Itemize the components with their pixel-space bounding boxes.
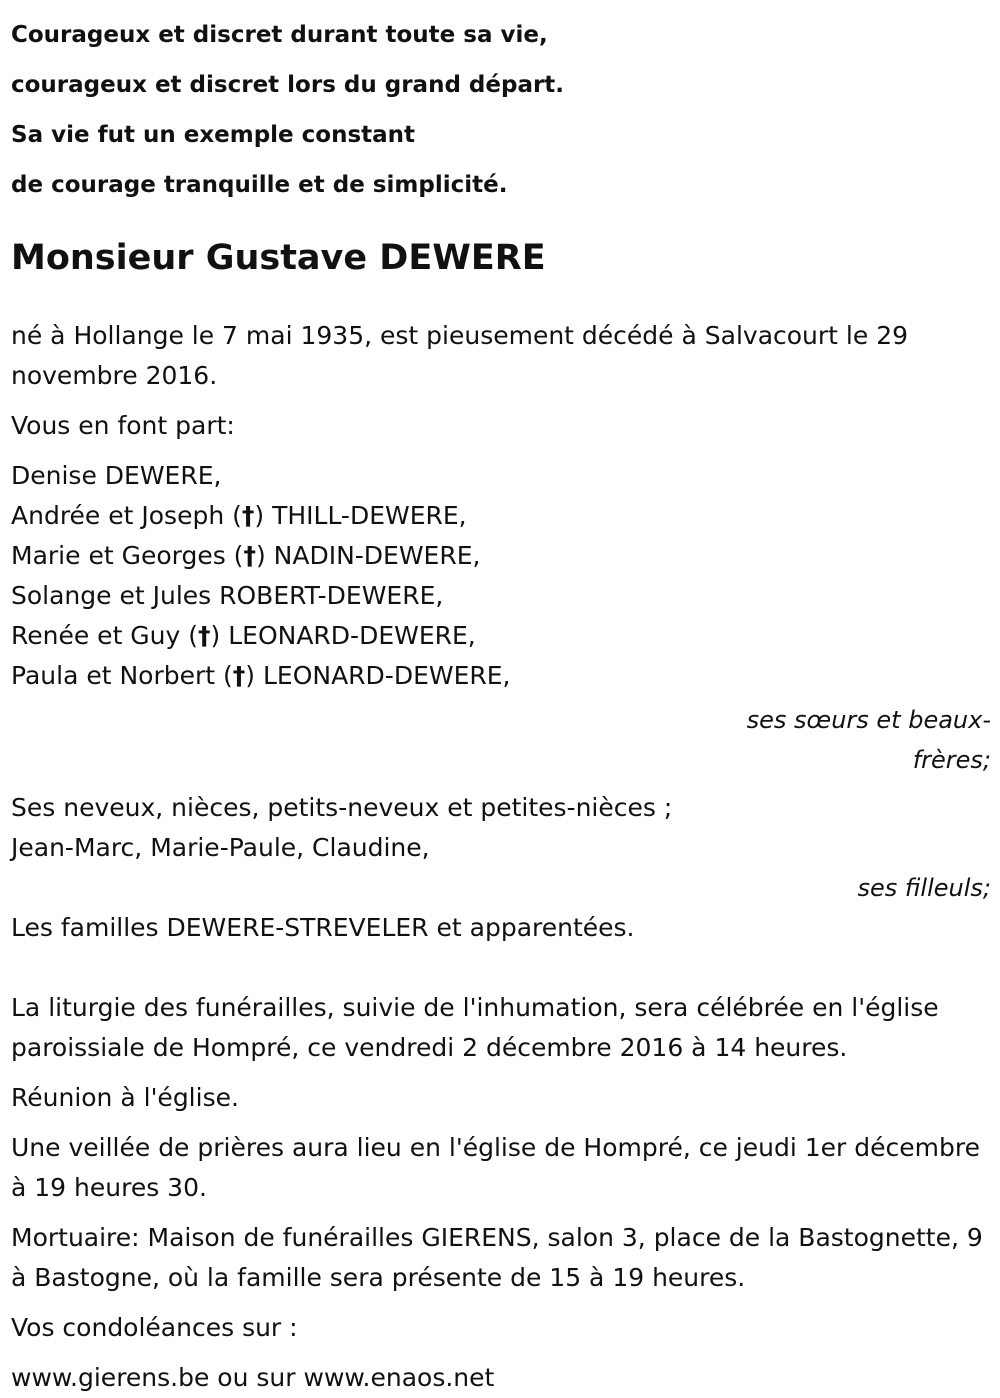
sibling-text: ) LEONARD-DEWERE, [210,621,476,650]
cross-icon: † [241,501,255,530]
poem [11,10,991,210]
sibling-text: Paula et Norbert ( [11,661,233,690]
liturgy-paragraph: La liturgie des funérailles, suivie de l'inhumation, sera célébrée en l'église paroissiale de Hompré, ce vendredi 2 décembre 2016 à 14 heures. [11,993,939,1062]
meeting-paragraph: Réunion à l'église. [11,1083,239,1112]
vigil-paragraph: Une veillée de prières aura lieu en l'église de Hompré, ce jeudi 1er décembre à 19 heures 30. [11,1133,980,1202]
condolences-label: Vos condoléances sur : [11,1313,298,1342]
siblings-relation-note: ses sœurs et beaux-frères; [746,706,991,774]
families-line: Les familles DEWERE-STREVELER et apparentées. [11,913,635,942]
mortuary-paragraph: Mortuaire: Maison de funérailles GIERENS, salon 3, place de la Bastognette, 9 à Bastogne, où la famille sera présente de 15 à 19 heures. [11,1223,983,1292]
cross-icon: † [243,541,256,570]
cross-icon: † [232,661,246,690]
poem-line: courageux et discret lors du grand départ. [11,72,565,98]
sibling-line [11,656,991,696]
sibling-text: ) NADIN-DEWERE, [255,541,481,570]
sibling-line [11,576,991,616]
poem-line: Sa vie fut un exemple constant [11,122,416,148]
deceased-name: Monsieur Gustave DEWERE [11,238,546,278]
cross-icon: † [198,621,211,650]
sibling-text: Renée et Guy ( [11,621,199,650]
godchildren-line: Jean-Marc, Marie-Paule, Claudine, [11,833,430,862]
birth-death-statement: né à Hollange le 7 mai 1935, est pieusement décédé à Salvacourt le 29 novembre 2016. [11,321,909,390]
sibling-text: ) LEONARD-DEWERE, [245,661,511,690]
sibling-line [11,456,991,496]
sibling-text: ) THILL-DEWERE, [254,501,467,530]
sibling-line [11,536,991,576]
poem-line: Courageux et discret durant toute sa vie, [11,22,548,48]
sibling-text: Marie et Georges ( [11,541,244,570]
sibling-text: Andrée et Joseph ( [11,501,242,530]
siblings-list [11,456,991,696]
nephews-line: Ses neveux, nièces, petits-neveux et petites-nièces ; [11,793,673,822]
sibling-line [11,616,991,656]
obituary-notice [11,0,991,1398]
condolences-sites: www.gierens.be ou sur www.enaos.net [11,1363,495,1392]
sibling-line [11,496,991,536]
sibling-text: Denise DEWERE, [11,461,222,490]
godchildren-relation-note: ses filleuls; [857,874,991,902]
announcement-intro: Vous en font part: [11,411,235,440]
sibling-text: Solange et Jules ROBERT-DEWERE, [11,581,444,610]
poem-line: de courage tranquille et de simplicité. [11,172,508,198]
